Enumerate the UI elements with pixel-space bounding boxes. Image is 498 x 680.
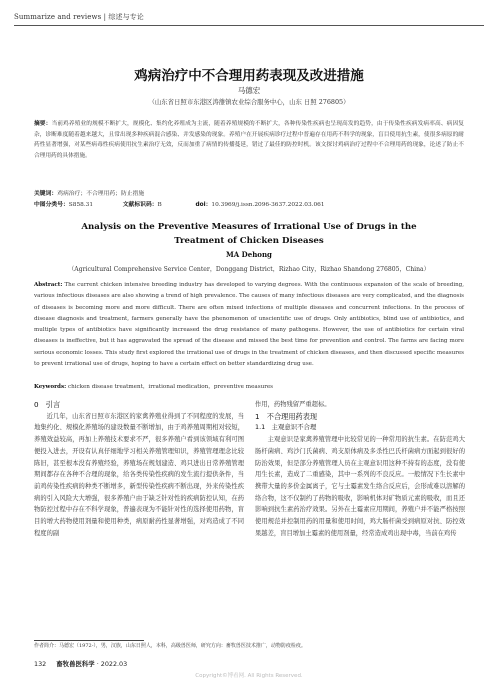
doc-code-value: B bbox=[157, 202, 162, 208]
chinese-affiliation: （山东省日照市东港区涛雒镇农业综合服务中心，山东 日照 276805） bbox=[148, 98, 350, 106]
english-affiliation: （Agricultural Comprehensive Service Center，Donggang District，Rizhao City，Rizhao Shandong 276805，China） bbox=[68, 266, 430, 273]
english-title-line2: Treatment of Chicken Diseases bbox=[174, 236, 324, 246]
body-left-column bbox=[34, 399, 244, 539]
chinese-abstract bbox=[34, 119, 464, 162]
subsection-1-1-title: 1.1 主观意识不合理 bbox=[255, 423, 317, 432]
english-title-line1: Analysis on the Preventive Measures of Irrational Use of Drugs in the bbox=[81, 222, 417, 232]
abstract-label: 摘要： bbox=[34, 121, 52, 127]
english-keywords-label: Keywords: bbox=[34, 384, 67, 390]
section-0-paragraph: 近几年，山东省日照市东港区的家禽养殖业得到了不同程度的发展，当地集约化、规模化养殖场的建设数量不断增加，由于鸡养殖周期相对较短，养殖效益较高，再加上养殖技术要求不严，很多养殖户看到该领域有利可图便投入进去，开设有认真仔细地学习相关养殖管理知识，养殖管理理念比较陈旧，甚至根本没有养殖经验，养殖场在规划建造、鸡只进出日常养殖管理期间都存在各种不合理的现象，给各类传染性疾病的发生流行提供条件，当前鸡传染性疾病的种类不断增多，新型传染性疾病不断出现，外来传染性疾病的引入风险大大增强，很多养殖户由于缺乏针对性的疾病防控认知，在药物防控过程中存在不科学现象，普遍表现为不能针对性的选择使用药物，盲目的增大药物使用剂量和使用种类，病原耐药性显著增强，对鸡造成了不同程度的副 bbox=[34, 412, 244, 537]
section-header: Summarize and reviews | 综述与专论 bbox=[14, 13, 144, 21]
journal-issue: · 2022.03 bbox=[96, 660, 128, 668]
doi-value: 10.3969/j.issn.2096-3637.2022.03.061 bbox=[211, 202, 325, 208]
english-keywords-text: chicken disease treatment，irrational medication，preventive measures bbox=[67, 384, 274, 390]
continued-text: 作用，药物残留严重超标。 bbox=[255, 401, 331, 408]
journal-name: 畜牧兽医科学 bbox=[56, 660, 95, 668]
doi-label: doi： bbox=[195, 202, 212, 208]
section-1-title: 1 不合理用药表现 bbox=[255, 411, 318, 421]
keywords-label: 关键词： bbox=[34, 191, 58, 197]
classification-row bbox=[34, 199, 464, 208]
clc-value: S858.31 bbox=[68, 202, 94, 208]
english-keywords bbox=[34, 382, 464, 390]
english-abstract bbox=[34, 280, 464, 370]
page-footer bbox=[34, 659, 127, 668]
english-title bbox=[0, 220, 498, 248]
footnote-rule bbox=[34, 640, 144, 641]
abstract-text: 当前鸡养殖业的规模不断扩大，规模化、集约化养殖成为主流，随着养殖规模的不断扩大，各种传染性疾病也呈现高发的趋势，由于传染性疾病发病率高、病因复杂，诊断难度随着越来越大，且常出现多种疾病混合感染、并发感染的现象。养殖户在开展疾病诊疗过程中普遍存在用药不科学的现象，盲目使用抗生素，使很多病原的耐药性显著增强，对某些病毒性疾病使用抗生素治疗无效，反而加重了病情的传播蔓延，错过了最佳的防控时机。该文探讨鸡病治疗过程中不合理用药的现象，论述了防止不合理用药的具体措施。 bbox=[34, 121, 464, 160]
section-0-title: 0 引言 bbox=[34, 400, 61, 409]
keywords-text: 鸡病治疗；不合理用药；防止措施 bbox=[57, 191, 145, 197]
page-number: 132 bbox=[34, 660, 47, 668]
copyright-watermark: Copyright©博看网. All Rights Reserved. bbox=[195, 673, 303, 679]
header-rule bbox=[14, 25, 484, 26]
doc-code-label: 文献标识码： bbox=[122, 202, 158, 208]
english-author: MA Dehong bbox=[226, 250, 272, 259]
clc-label: 中图分类号： bbox=[34, 202, 69, 208]
subsection-1-1-paragraph: 主观意识是家禽养殖管理中比较常见的一种常用的抗生素。在防范鸡大肠杆菌病、鸡沙门氏菌病、鸡支原体病及多杀性巴氏杆菌病方面起到很好的防治效果，但是部分养殖管理人员在主观意识用这种不持有的态度，没有使用生长素，造成了二重感染，其中一系列的不良反应。一般情况下生长素中携带大量的多价金属离子，它与土霉素发生络合反应后，会形成难以溶解的络合物，这不仅制约了药物的吸收，影响机体对矿物质元素的吸收，而且还影响到抗生素药治疗效果。另外在土霉素应用期间，养殖户并不能严格按照使用规范并控制用药的用量和使用时间，鸡大肠杆菌受到病原对抗、防控效果越差，盲目增加土霉素的使用剂量，经常造成鸡出现中毒，当前在鸡传 bbox=[255, 436, 465, 537]
chinese-author: 马德宏 bbox=[237, 86, 261, 95]
chinese-keywords bbox=[34, 188, 464, 197]
author-footnote: 作者简介：马德宏（1972-），男，汉族，山东日照人，本科，高级兽医师，研究方向：畜牧兽医技术推广，动物防疫检疫。 bbox=[34, 643, 306, 649]
body-right-column bbox=[255, 399, 465, 539]
english-abstract-label: Abstract: bbox=[34, 282, 63, 288]
english-abstract-text: The current chicken intensive breeding industry has developed to varying degrees. With the continuous expansion of the scale of breeding, various infectious diseases are also showing a trend of high prevalence. The causes of many infectious diseases are very complicated, and the diagnosis of diseases is becoming more and more difficult. There are often mixed infections of multiple diseases and concurrent infections. In the process of disease diagnosis and treatment, farmers generally have the phenomenon of unscientific use of drugs. Only antibiotics, blind use of antibiotics, and multiple types of antibiotics have significantly increased the drug resistance of many pathogens. However, the use of antibiotics for certain viral diseases is ineffective, but it has aggravated the spread of the disease and missed the best time for prevention and control. The farms are facing more serious economic losses. This study first explored the irrational use of drugs in the treatment of chicken diseases, and then discussed specific measures to prevent irrational use of drugs, hoping to have a certain effect on better standardizing drug use. bbox=[34, 282, 464, 368]
chinese-title: 鸡病治疗中不合理用药表现及改进措施 bbox=[134, 68, 364, 84]
